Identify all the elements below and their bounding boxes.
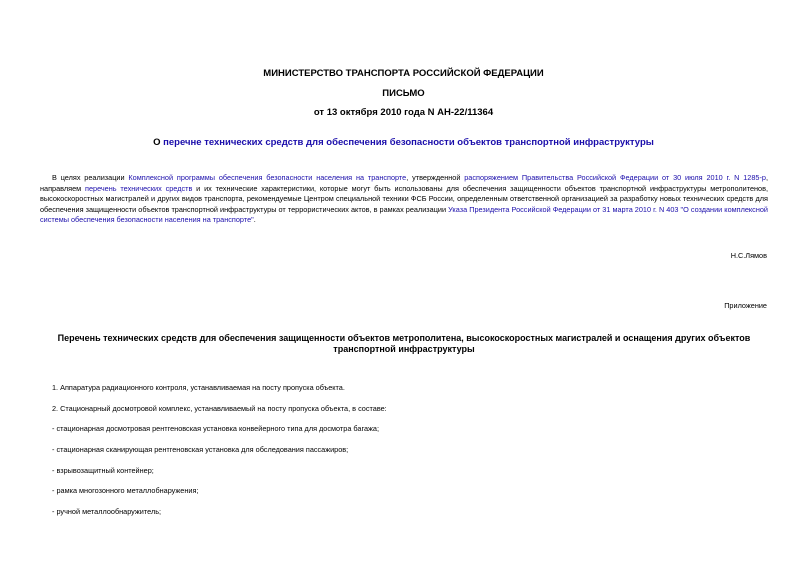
subject-prefix: О — [153, 137, 164, 148]
list-item: - ручной металлообнаружитель; — [52, 507, 162, 517]
date-number-heading: от 13 октября 2010 года N АН-22/11364 — [313, 107, 494, 118]
doc-type-heading: ПИСЬМО — [382, 88, 425, 99]
ministry-heading: МИНИСТЕРСТВО ТРАНСПОРТА РОССИЙСКОЙ ФЕДЕРАЦИИ — [263, 68, 544, 79]
appendix-label: Приложение — [724, 301, 767, 310]
list-link[interactable]: перечень технических средств — [85, 183, 193, 193]
body-text-4: и их технические характеристики, которые могут быть использованы для обеспечения защищенности объектов транспортной инфраструктуры метрополитенов, высокоскоростных магистралей и других видов транспорта, рекомендуемые Центром специальной техники ФСБ России, определенным ответственной организацией за разработку новых технических средств для обеспечения защищенности объектов транспортной инфраструктуры от террористических актов, в рамках реализации — [40, 183, 769, 214]
body-text-1: В целях реализации — [52, 173, 129, 183]
list-item: - стационарная досмотровая рентгеновская установка конвейерного типа для досмотра багажа; — [52, 424, 380, 434]
list-item: 1. Аппаратура радиационного контроля, устанавливаемая на посту пропуска объекта. — [52, 383, 345, 392]
list-item: - стационарная сканирующая рентгеновская установка для обследования пассажиров; — [52, 445, 349, 455]
body-text-5: . — [253, 214, 256, 224]
list-item: - рамка многозонного металлобнаружения; — [52, 486, 199, 496]
body-text-2: , утвержденной — [406, 173, 465, 183]
signature: Н.С.Лямов — [730, 251, 767, 260]
list-item: - взрывозащитный контейнер; — [52, 465, 154, 475]
items-list — [52, 383, 387, 528]
decree-link[interactable]: Указа Президента Российской Федерации от 31 марта 2010 г. N 403 "О создании комплексной системы обеспечения безопасности населения на транспорте" — [40, 204, 768, 224]
list-title: Перечень технических средств для обеспечения защищенности объектов метрополитена, высокоскоростных магистралей и оснащения других объектов транспортной инфраструктуры — [57, 333, 751, 354]
body-text-3: , направляем — [40, 173, 768, 193]
subject-link[interactable]: перечне технических средств для обеспечения безопасности объектов транспортной инфраструктуры — [163, 137, 654, 148]
body-paragraph — [40, 173, 768, 225]
program-link[interactable]: Комплексной программы обеспечения безопасности населения на транспорте — [128, 173, 407, 183]
subject-line — [0, 137, 807, 148]
list-item: 2. Стационарный досмотровой комплекс, устанавливаемый на посту пропуска объекта, в составе: — [52, 403, 387, 413]
order-link[interactable]: распоряжением Правительства Российской Федерации от 30 июля 2010 г. N 1285-р — [464, 173, 766, 183]
